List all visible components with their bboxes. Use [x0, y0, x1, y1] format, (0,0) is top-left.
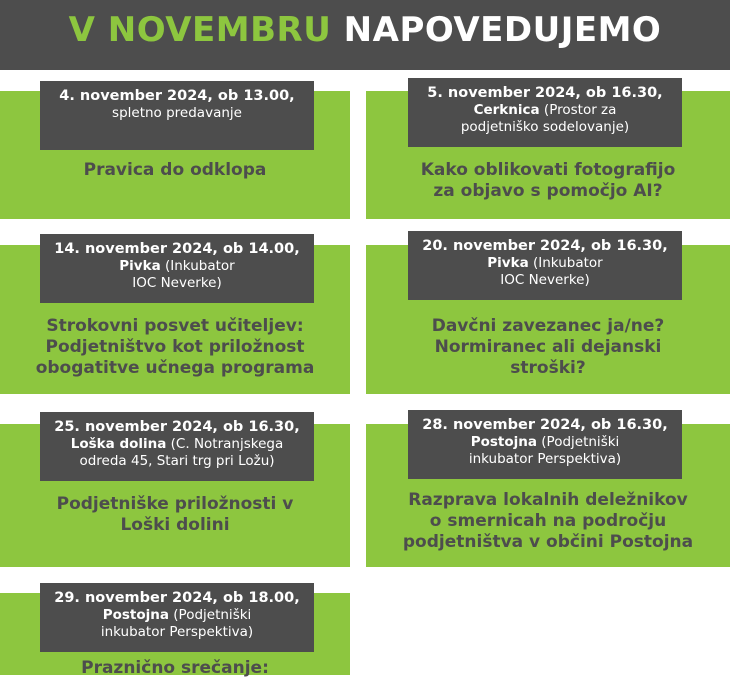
event-title-line: Loški dolini	[120, 515, 230, 535]
event-location: Postojna	[102, 607, 169, 623]
event-date: 5. november 2024, ob 16.30,	[427, 85, 663, 101]
title-rest: NAPOVEDUJEMO	[343, 10, 662, 50]
event-title-line: stroški?	[510, 358, 586, 378]
event-title-line: Normiranec ali dejanski	[434, 337, 662, 357]
event-title-line: Strokovni posvet učiteljev:	[46, 316, 304, 336]
event-title-line: obogatitve učnega programa	[35, 358, 315, 378]
event-title-line: Davčni zavezanec ja/ne?	[431, 316, 665, 336]
event-date: 25. november 2024, ob 16.30,	[54, 419, 300, 435]
event-title-line: Praznično srečanje:	[81, 658, 269, 678]
event-detail-line2: IOC Neverke)	[132, 275, 222, 291]
event-title	[10, 160, 340, 181]
event-date: 14. november 2024, ob 14.00,	[54, 241, 300, 257]
event-title-line: Razprava lokalnih deležnikov	[408, 490, 688, 510]
event-title	[370, 490, 726, 553]
event-location: Pivka	[487, 255, 529, 271]
event-title-line: Kako oblikovati fotografijo	[420, 160, 676, 180]
event-detail: (Podjetniški	[536, 434, 620, 450]
event-location: Pivka	[119, 258, 161, 274]
event-detail-line2: inkubator Perspektiva)	[468, 451, 622, 467]
event-date-box	[408, 410, 682, 479]
event-title-line: za objavo s pomočjo AI?	[433, 181, 663, 201]
event-date: 20. november 2024, ob 16.30,	[422, 238, 668, 254]
page-title	[0, 10, 730, 50]
event-date-box	[40, 412, 314, 481]
event-date: 28. november 2024, ob 16.30,	[422, 417, 668, 433]
event-location: Postojna	[470, 434, 537, 450]
event-detail: (Inkubator	[528, 255, 603, 271]
event-date-box	[40, 81, 314, 150]
event-title-line: Podjetništvo kot priložnost	[45, 337, 305, 357]
event-detail-line2: podjetniško sodelovanje)	[460, 119, 630, 135]
event-detail-line2: odreda 45, Stari trg pri Ložu)	[79, 453, 275, 469]
event-date: 29. november 2024, ob 18.00,	[54, 590, 300, 606]
event-date-box	[408, 78, 682, 147]
event-detail: (Prostor za	[539, 102, 617, 118]
event-title	[10, 494, 340, 536]
event-location: Loška dolina	[70, 436, 167, 452]
event-detail-line2: inkubator Perspektiva)	[100, 624, 254, 640]
event-date-box	[40, 234, 314, 303]
event-location: Cerknica	[473, 102, 540, 118]
event-date: 4. november 2024, ob 13.00,	[59, 88, 295, 104]
event-date-box	[408, 231, 682, 300]
event-title-line: Podjetniške priložnosti v	[56, 494, 294, 514]
title-highlight: V NOVEMBRU	[68, 10, 332, 50]
event-detail: (Podjetniški	[168, 607, 252, 623]
event-detail-line2: IOC Neverke)	[500, 272, 590, 288]
event-title	[370, 160, 726, 202]
event-detail: spletno predavanje	[112, 105, 242, 121]
event-date-box	[40, 583, 314, 652]
event-title-line: Pravica do odklopa	[83, 160, 267, 180]
header-banner	[0, 0, 730, 70]
event-title	[10, 658, 340, 679]
event-detail: (C. Notranjskega	[166, 436, 284, 452]
event-title	[370, 316, 726, 379]
event-detail: (Inkubator	[160, 258, 235, 274]
event-title-line: o smernicah na področju	[429, 511, 667, 531]
event-title	[6, 316, 344, 379]
event-title-line: podjetništva v občini Postojna	[402, 532, 694, 552]
